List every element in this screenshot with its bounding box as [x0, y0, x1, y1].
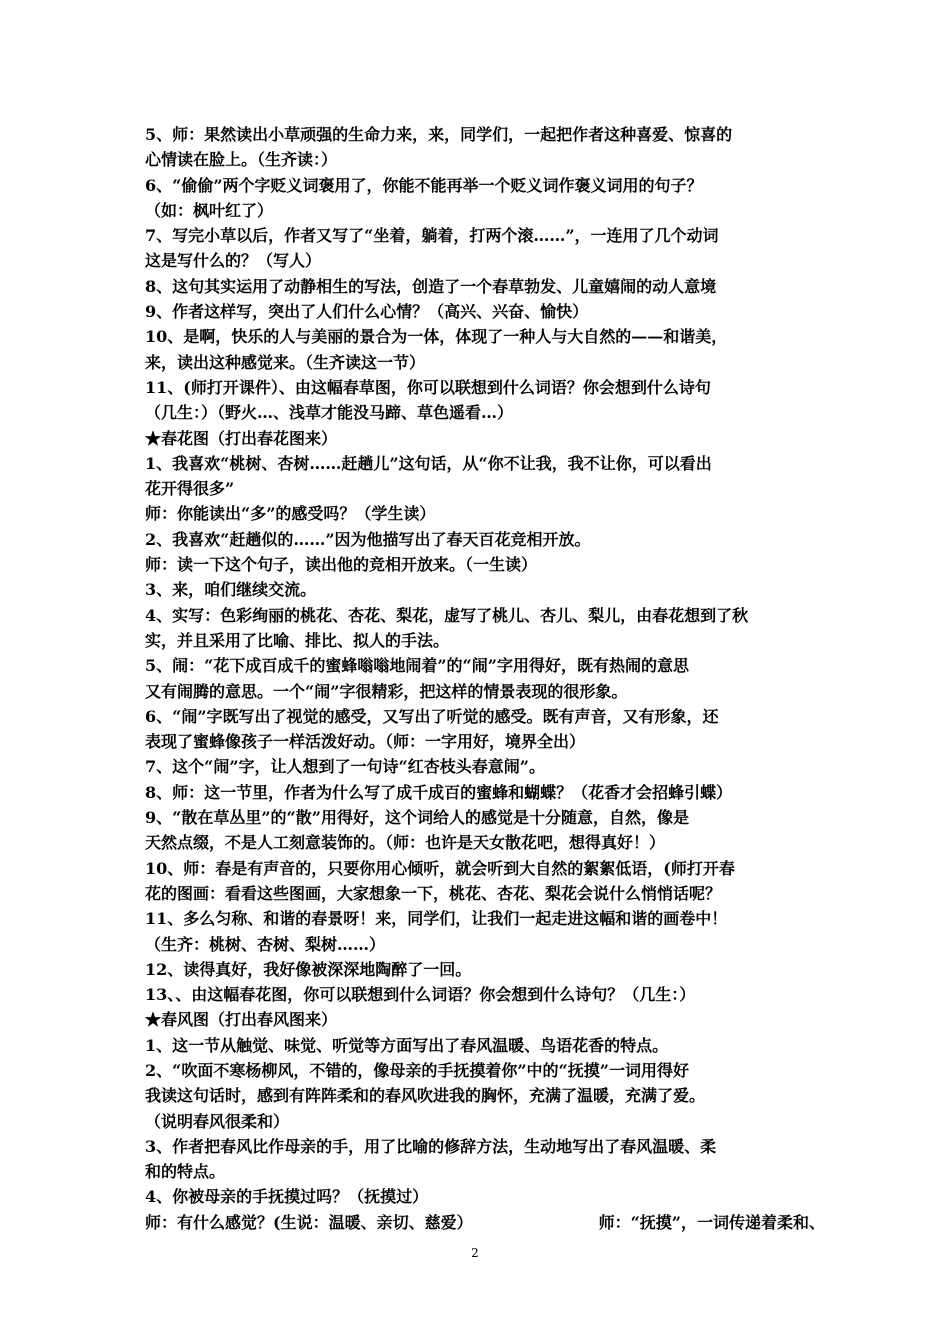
- text-line: 和的特点。: [145, 1162, 226, 1182]
- text-line: 1、这一节从触觉、味觉、听觉等方面写出了春风温暖、鸟语花香的特点。: [145, 1035, 669, 1055]
- section-heading-spring-flowers: ★春花图（打出春花图来）: [145, 428, 338, 448]
- text-line: 10、是啊，快乐的人与美丽的景合为一体，体现了一种人与大自然的——和谐美，: [145, 327, 728, 347]
- text-line: 2、“吹面不寒杨柳风，不错的，像母亲的手抚摸着你”中的“抚摸”一词用得好: [145, 1060, 689, 1080]
- text-line: 11、(师打开课件）、由这幅春草图，你可以联想到什么词语？你会想到什么诗句: [145, 377, 711, 397]
- text-line: 3、作者把春风比作母亲的手，用了比喻的修辞方法，生动地写出了春风温暖、柔: [145, 1136, 717, 1156]
- text-line: （如：枫叶红了）: [145, 200, 274, 220]
- page-number: 2: [471, 1246, 479, 1260]
- text-line: 这是写什么的？（写人）: [145, 251, 322, 271]
- text-line: 12、读得真好，我好像被深深地陶醉了一回。: [145, 959, 472, 979]
- text-line: （说明春风很柔和）: [145, 1111, 290, 1131]
- text-line-left: 师：有什么感觉？(生说：温暖、亲切、慈爱）: [145, 1212, 473, 1232]
- section-heading-spring-wind: ★春风图（打出春风图来）: [145, 1010, 338, 1030]
- text-line: 心情读在脸上。（生齐读：）: [145, 150, 338, 170]
- text-line: 花的图画：看看这些图画，大家想象一下，桃花、杏花、梨花会说什么悄悄话呢？: [145, 883, 722, 903]
- text-line: （生齐：桃树、杏树、梨树……）: [145, 934, 386, 954]
- text-line: 6、“闹”字既写出了视觉的感受，又写出了听觉的感受。既有声音，又有形象，还: [145, 706, 719, 726]
- text-line: （几生：）（野火…、浅草才能没马蹄、草色遥看…）: [145, 403, 514, 423]
- text-line: 2、我喜欢“赶趟似的……”因为他描写出了春天百花竞相开放。: [145, 529, 591, 549]
- text-line: 11、多么匀称、和谐的春景呀！来，同学们，让我们一起走进这幅和谐的画卷中！: [145, 909, 728, 929]
- text-line: 13、、由这幅春花图，你可以联想到什么词语？你会想到什么诗句？（几生：）: [145, 985, 696, 1005]
- text-line: 1、我喜欢“桃树、杏树……赶趟儿”这句话，从“你不让我，我不让你，可以看出: [145, 453, 712, 473]
- text-line: 我读这句话时，感到有阵阵柔和的春风吹进我的胸怀，充满了温暖，充满了爱。: [145, 1086, 706, 1106]
- text-line: 师：你能读出“多”的感受吗？（学生读）: [145, 504, 436, 524]
- text-line: 7、写完小草以后，作者又写了“坐着，躺着，打两个滚……”，一连用了几个动词: [145, 226, 719, 246]
- text-line: 8、师：这一节里，作者为什么写了成千成百的蜜蜂和蝴蝶？（花香才会招蜂引蝶）: [145, 782, 733, 802]
- text-line: 10、师：春是有声音的，只要你用心倾听，就会听到大自然的絮絮低语，(师打开春: [145, 858, 735, 878]
- text-line: 9、“散在草丛里”的“散”用得好，这个词给人的感觉是十分随意，自然，像是: [145, 808, 689, 828]
- text-line: 实，并且采用了比喻、排比、拟人的手法。: [145, 630, 450, 650]
- text-line: 7、这个“闹”字，让人想到了一句诗“红杏枝头春意闹”。: [145, 757, 545, 777]
- text-line: 8、这句其实运用了动静相生的写法，创造了一个春草勃发、儿童嬉闹的动人意境: [145, 276, 717, 296]
- text-line: 4、实写：色彩绚丽的桃花、杏花、梨花，虚写了桃儿、杏儿、梨儿，由春花想到了秋: [145, 605, 749, 625]
- text-line: 表现了蜜蜂像孩子一样活泼好动。（师：一字用好，境界全出）: [145, 732, 586, 752]
- text-line: 4、你被母亲的手抚摸过吗？（抚摸过）: [145, 1187, 429, 1207]
- text-line: 又有闹腾的意思。一个“闹”字很精彩，把这样的情景表现的很形象。: [145, 681, 628, 701]
- text-line: 9、作者这样写，突出了人们什么心情？（高兴、兴奋、愉快）: [145, 302, 589, 322]
- text-line-split: [145, 1210, 825, 1235]
- text-line: 6、“偷偷”两个字贬义词褒用了，你能不能再举一个贬义词作褒义词用的句子？: [145, 175, 703, 195]
- text-line: 5、师：果然读出小草顽强的生命力来，来，同学们，一起把作者这种喜爱、惊喜的: [145, 125, 733, 144]
- text-line: 花开得很多”: [145, 479, 235, 499]
- text-line-right: 师：“抚摸”，一词传递着柔和、: [598, 1212, 825, 1232]
- text-line: 天然点缀，不是人工刻意装饰的。（师：也许是天女散花吧，想得真好！）: [145, 833, 666, 853]
- text-line: 师：读一下这个句子，读出他的竞相开放来。（一生读）: [145, 555, 538, 575]
- document-body: [145, 122, 825, 1235]
- text-line: 来，读出这种感觉来。（生齐读这一节）: [145, 352, 426, 372]
- text-line: 5、闹：“花下成百成千的蜜蜂嗡嗡地闹着”的“闹”字用得好，既有热闹的意思: [145, 656, 689, 676]
- text-line: 3、来，咱们继续交流。: [145, 580, 317, 600]
